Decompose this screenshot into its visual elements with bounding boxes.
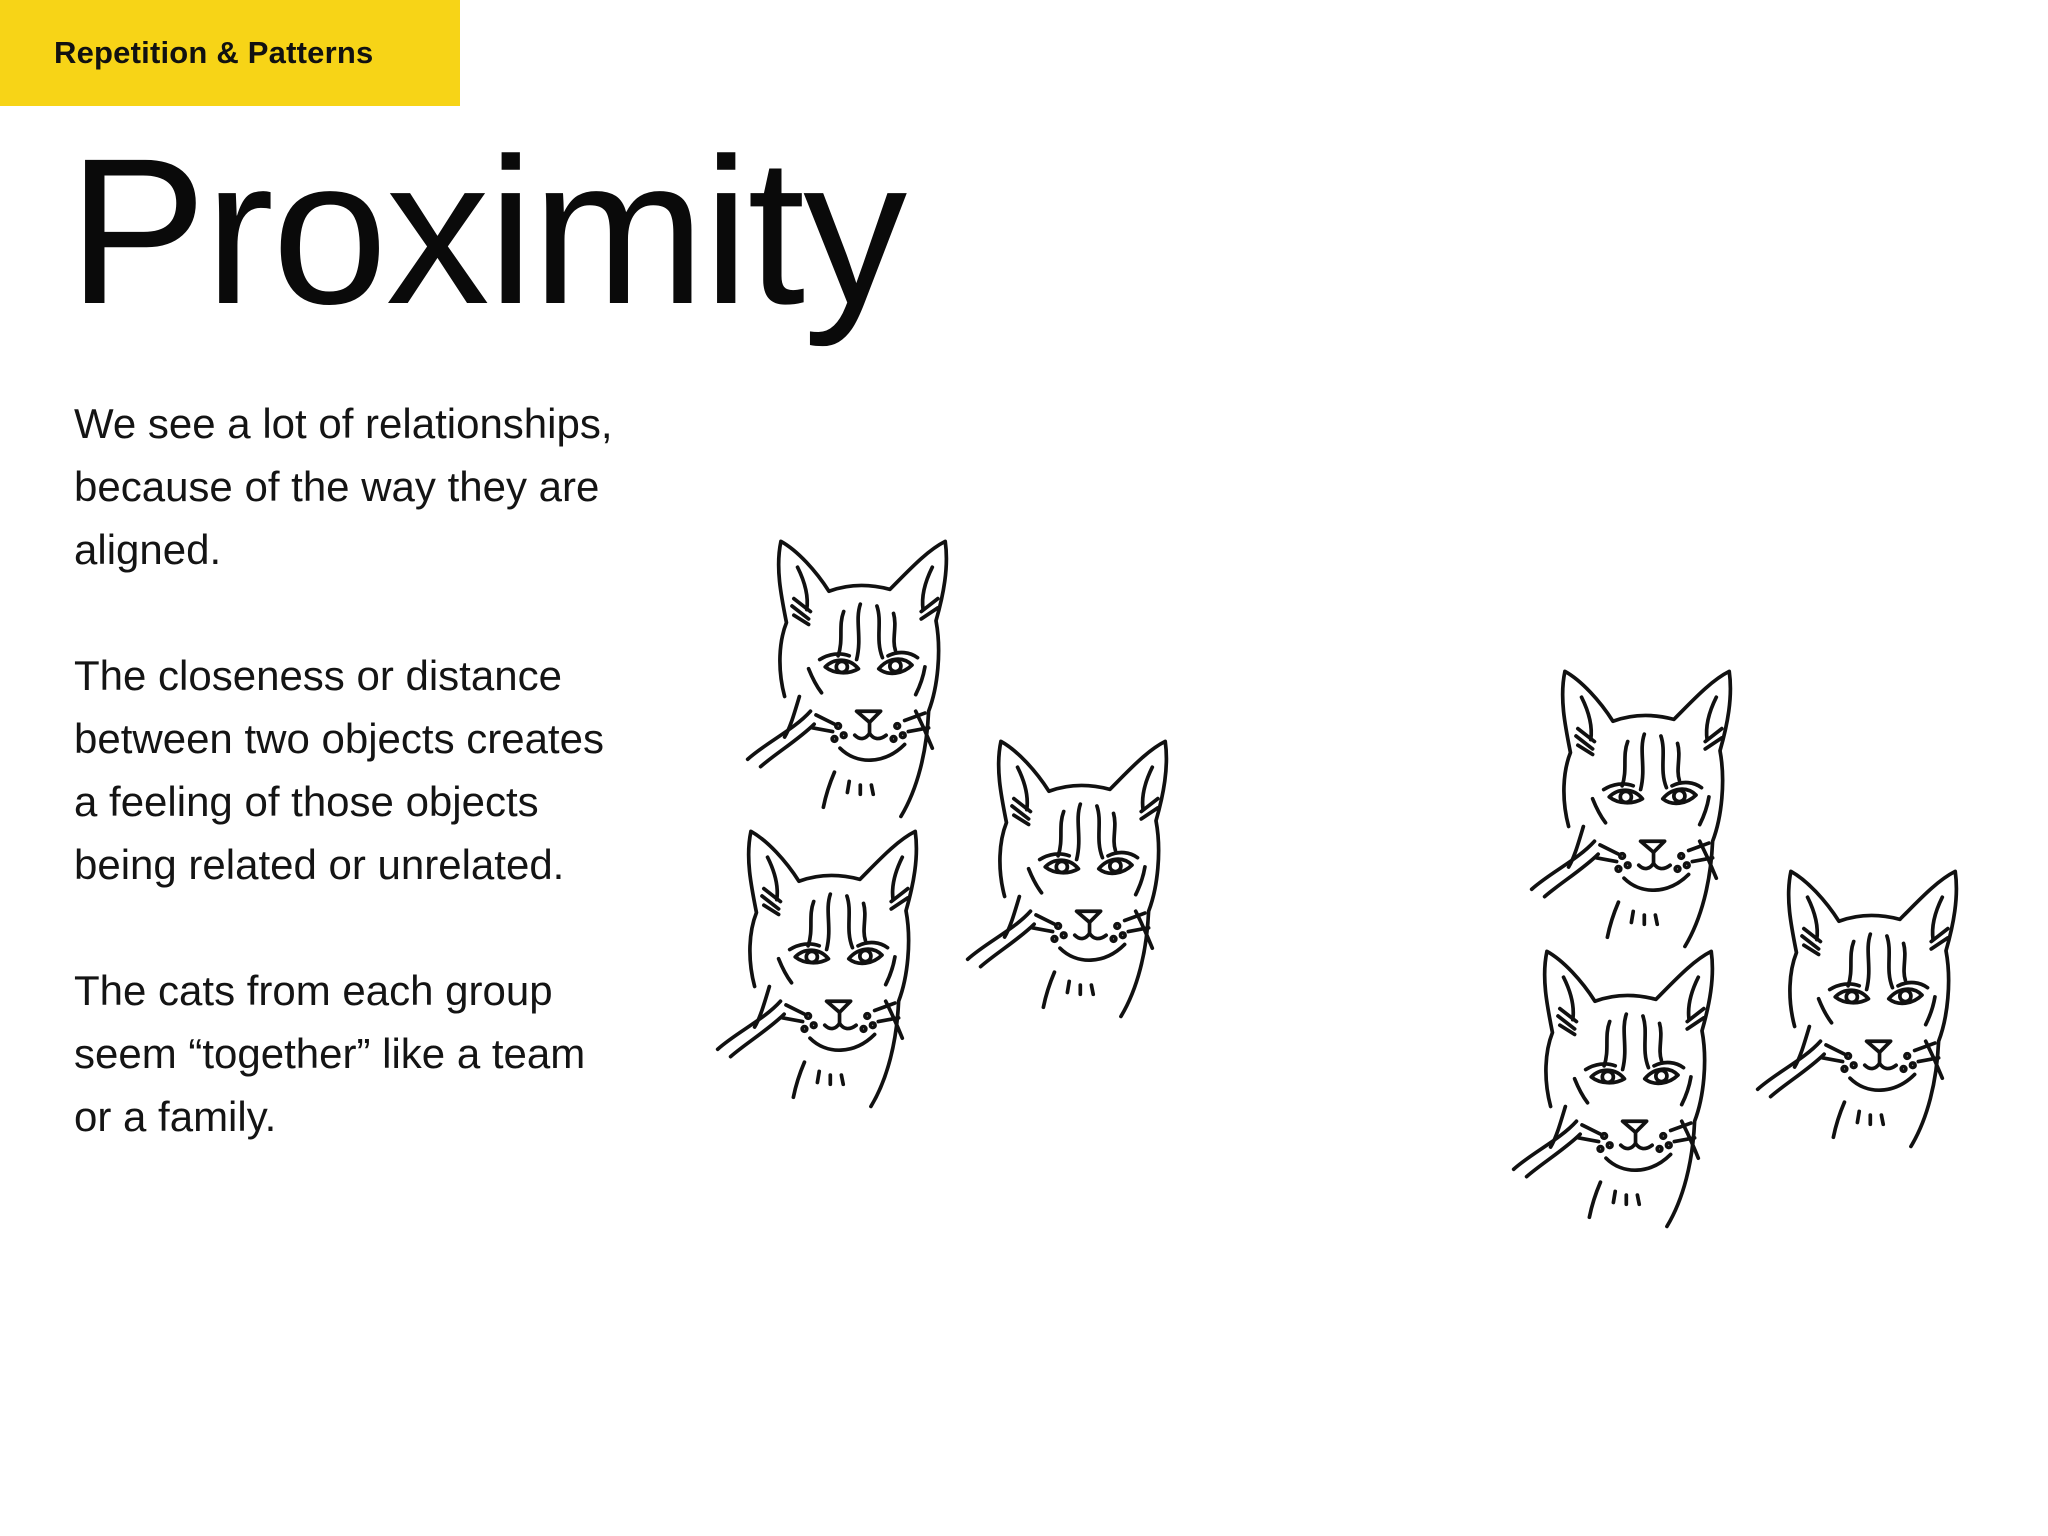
slide-title: Proximity [68, 116, 906, 348]
paragraph-relationships: We see a lot of relationships, because of the way they are aligned. [74, 400, 613, 573]
cat-icon [690, 818, 930, 1118]
cat-icon [1730, 858, 1970, 1158]
section-tag-label: Repetition & Patterns [54, 35, 374, 70]
body-text [74, 392, 634, 1211]
cat-icon [720, 528, 960, 828]
paragraph-cats-together: The cats from each group seem “together” like a team or a family. [74, 967, 586, 1140]
paragraph-closeness: The closeness or distance between two objects creates a feeling of those objects being related or unrelated. [74, 652, 604, 888]
cat-icon [1486, 938, 1726, 1238]
cat-icon [940, 728, 1180, 1028]
section-tag [0, 0, 460, 106]
cat-icon [1504, 658, 1744, 958]
